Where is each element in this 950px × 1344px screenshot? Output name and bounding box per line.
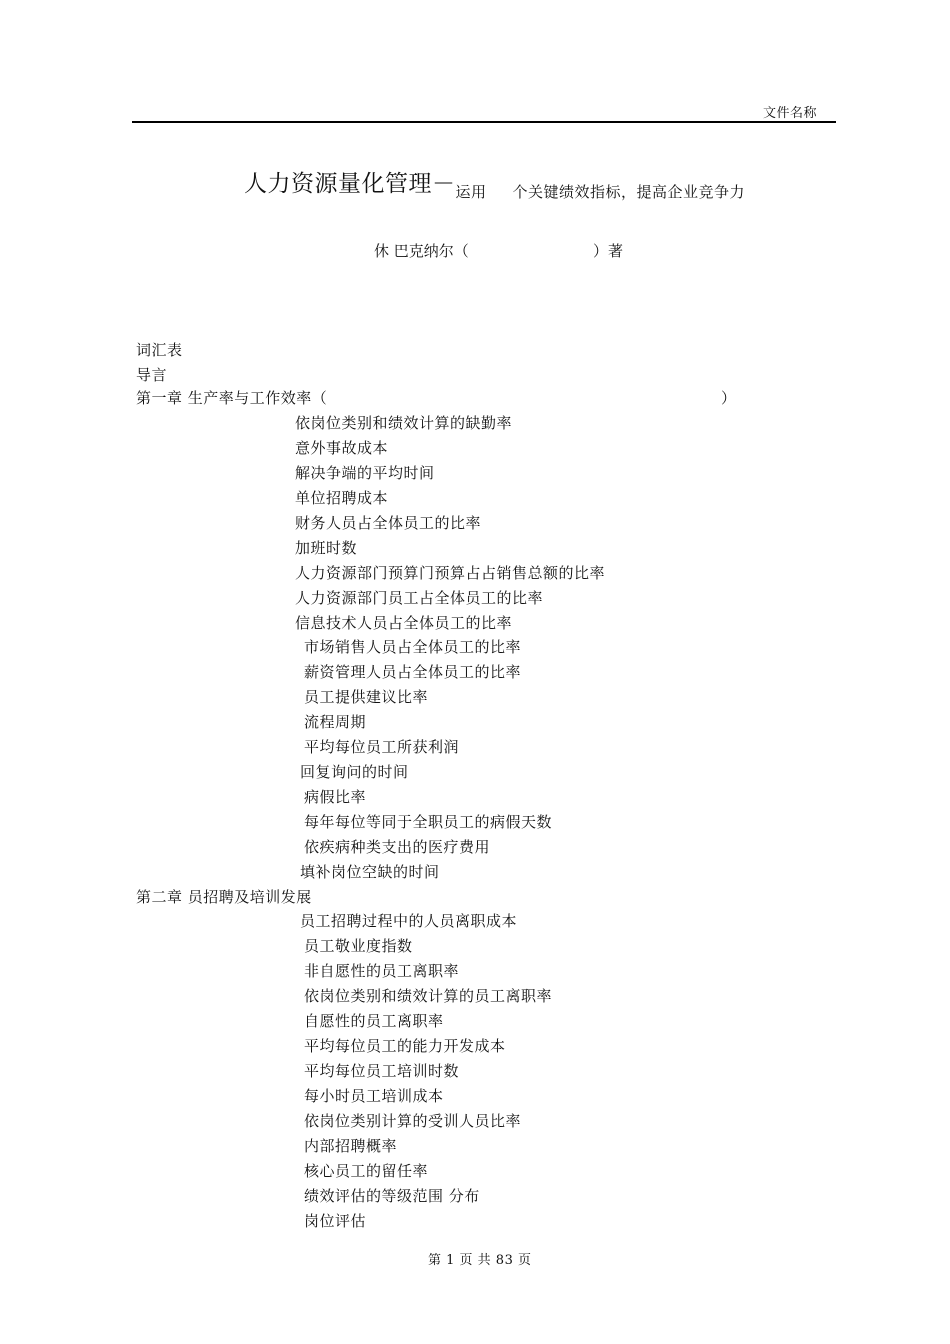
toc-chapter2-title: 第二章 员招聘及培训发展 <box>136 888 312 906</box>
toc-intro: 导言 <box>136 366 168 384</box>
toc-item: 依疾病种类支出的医疗费用 <box>304 838 491 856</box>
toc-item: 非自愿性的员工离职率 <box>304 962 460 980</box>
toc-item: 员工敬业度指数 <box>304 937 413 955</box>
document-title <box>244 165 746 201</box>
page-number-footer: 第 1 页 共 83 页 <box>428 1253 532 1268</box>
toc-item: 意外事故成本 <box>295 439 389 457</box>
toc-item: 解决争端的平均时间 <box>295 464 435 482</box>
toc-item: 平均每位员工培训时数 <box>304 1062 460 1080</box>
toc-item: 岗位评估 <box>304 1212 367 1230</box>
toc-item: 依岗位类别和绩效计算的缺勤率 <box>295 414 513 432</box>
toc-item: 员工招聘过程中的人员离职成本 <box>300 912 518 930</box>
toc-item: 单位招聘成本 <box>295 489 389 507</box>
toc-chapter1-title: 第一章 生产率与工作效率（ <box>136 389 328 407</box>
toc-item: 信息技术人员占全体员工的比率 <box>295 614 513 632</box>
toc-item: 绩效评估的等级范围 分布 <box>304 1187 480 1205</box>
author-name: 休 巴克纳尔（ <box>374 242 469 260</box>
toc-item: 员工提供建议比率 <box>304 688 429 706</box>
title-sub-a: 运用 <box>455 183 487 201</box>
header-file-label: 文件名称 <box>763 106 818 121</box>
title-sub-b: 个关键绩效指标，提高企业竞争力 <box>512 183 746 201</box>
toc-item: 依岗位类别计算的受训人员比率 <box>304 1112 522 1130</box>
toc-item: 加班时数 <box>295 539 358 557</box>
toc-item: 填补岗位空缺的时间 <box>300 863 440 881</box>
toc-item: 财务人员占全体员工的比率 <box>295 514 482 532</box>
header-rule <box>132 121 836 123</box>
toc-item: 自愿性的员工离职率 <box>304 1012 444 1030</box>
toc-item: 人力资源部门员工占全体员工的比率 <box>295 589 544 607</box>
toc-item: 市场销售人员占全体员工的比率 <box>304 638 522 656</box>
toc-glossary: 词汇表 <box>136 341 183 359</box>
toc-item: 平均每位员工的能力开发成本 <box>304 1037 506 1055</box>
toc-item: 薪资管理人员占全体员工的比率 <box>304 663 522 681</box>
toc-item: 平均每位员工所获利润 <box>304 738 460 756</box>
toc-item: 内部招聘概率 <box>304 1137 398 1155</box>
toc-item: 回复询问的时间 <box>300 763 409 781</box>
toc-item: 核心员工的留任率 <box>304 1162 429 1180</box>
toc-item: 人力资源部门预算门预算占占销售总额的比率 <box>295 564 606 582</box>
toc-item: 流程周期 <box>304 713 367 731</box>
title-main: 人力资源量化管理－ <box>244 171 456 197</box>
toc-item: 病假比率 <box>304 788 367 806</box>
toc-item: 依岗位类别和绩效计算的员工离职率 <box>304 987 553 1005</box>
toc-chapter1-close: ） <box>721 389 737 407</box>
toc-item: 每年每位等同于全职员工的病假天数 <box>304 813 553 831</box>
toc-item: 每小时员工培训成本 <box>304 1087 444 1105</box>
author-suffix: ）著 <box>593 242 624 260</box>
